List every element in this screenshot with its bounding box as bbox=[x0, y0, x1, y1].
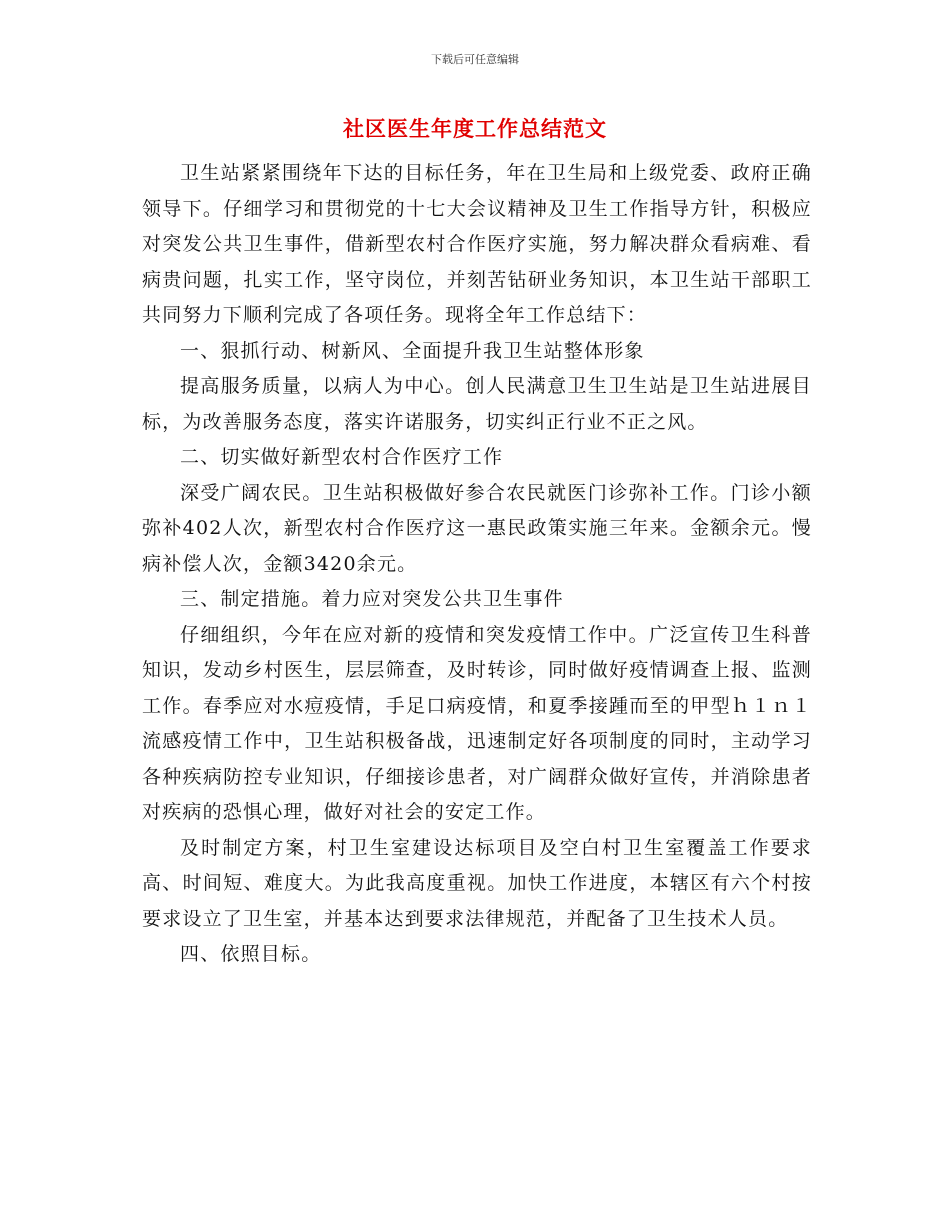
section-heading-3: 三、制定措施。着力应对突发公共卫生事件 bbox=[180, 588, 564, 610]
paragraph-section-3: 仔细组织，今年在应对新的疫情和突发疫情工作中。广泛宣传卫生科普知识，发动乡村医生，层层筛查，及时转诊，同时做好疫情调查上报、监测工作。春季应对水痘疫情，手足口病疫情，和夏季接踵而至的甲型ｈ１ｎ１流感疫情工作中，卫生站积极备战，迅速制定好各项制度的同时，主动学习各种疾病防控专业知识，仔细接诊患者，对广阔群众做好宣传，并消除患者对疾病的恐惧心理，做好对社会的安定工作。 bbox=[142, 623, 812, 823]
paragraph-intro: 卫生站紧紧围绕年下达的目标任务，年在卫生局和上级党委、政府正确领导下。仔细学习和贯彻党的十七大会议精神及卫生工作指导方针，积极应对突发公共卫生事件，借新型农村合作医疗实施，努力解决群众看病难、看病贵问题，扎实工作，坚守岗位，并刻苦钻研业务知识，本卫生站干部职工共同努力下顺利完成了各项任务。现将全年工作总结下： bbox=[142, 162, 812, 326]
section-heading-4: 四、依照目标。 bbox=[180, 943, 322, 965]
section-heading-1: 一、狠抓行动、树新风、全面提升我卫生站整体形象 bbox=[180, 339, 645, 362]
section-heading-2: 二、切实做好新型农村合作医疗工作 bbox=[180, 446, 504, 468]
paragraph-section-3b: 及时制定方案，村卫生室建设达标项目及空白村卫生室覆盖工作要求高、时间短、难度大。为此我高度重视。加快工作进度，本辖区有六个村按要求设立了卫生室，并基本达到要求法律规范，并配备了卫生技术人员。 bbox=[142, 836, 812, 930]
document-title: 社区医生年度工作总结范文 bbox=[343, 116, 607, 141]
document-body bbox=[142, 156, 812, 973]
paragraph-section-1: 提高服务质量，以病人为中心。创人民满意卫生卫生站是卫生站进展目标，为改善服务态度，落实许诺服务，切实纠正行业不正之风。 bbox=[142, 375, 812, 433]
paragraph-section-2: 深受广阔农民。卫生站积极做好参合农民就医门诊弥补工作。门诊小额弥补402人次，新型农村合作医疗这一惠民政策实施三年来。金额余元。慢病补偿人次，金额3420余元。 bbox=[142, 481, 812, 575]
header-note: 下载后可任意编辑 bbox=[431, 53, 519, 66]
